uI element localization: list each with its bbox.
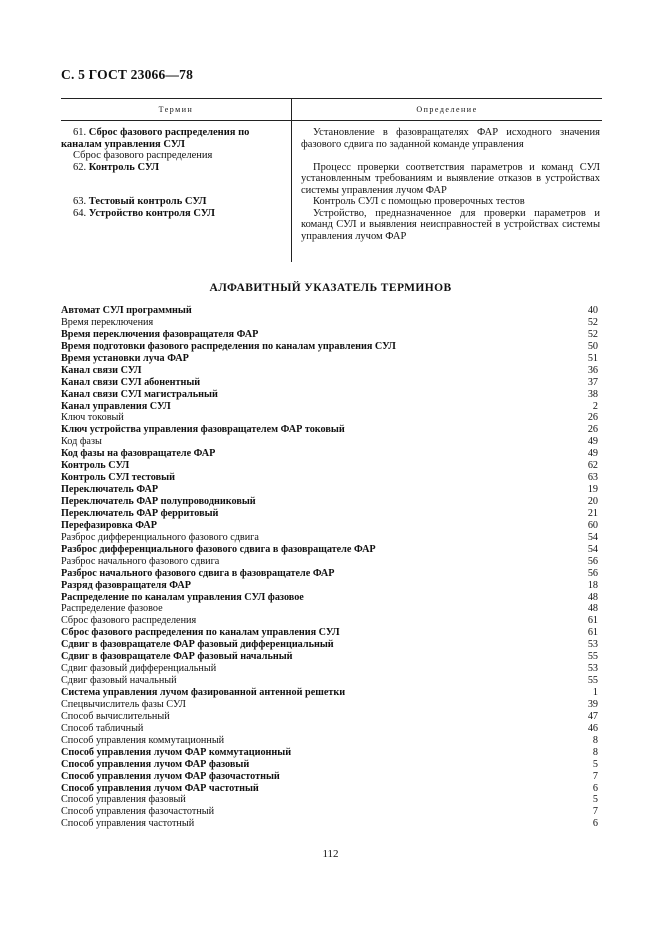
term-62-text: Контроль СУЛ [88,161,160,173]
index-entry [61,412,598,424]
index-entry-term: Способ управления коммутационный [61,734,225,746]
index-entry [61,305,598,317]
column-header-term: Термин [61,99,292,120]
index-entry-page: 5 [592,758,598,770]
index-entry-page: 19 [587,484,598,496]
index-entry-page: 51 [587,352,598,364]
page-header: С. 5 ГОСТ 23066—78 [61,67,194,82]
index-entry-page: 63 [587,472,598,484]
index-entry-page: 6 [592,782,598,794]
index-entry [61,723,598,735]
index-entry-page: 8 [592,734,598,746]
index-entry [61,651,598,663]
term-61-number: 61. [73,127,87,138]
index-entry-term: Сдвиг в фазовращателе ФАР фазовый дифференциальный [61,639,334,651]
index-entry-page: 49 [587,448,598,460]
index-entry-page: 37 [587,376,598,388]
index-entry [61,592,598,604]
definition-61: Установление в фазовращателях ФАР исходного значения фазового сдвига по заданной команде управления [301,127,600,150]
column-divider [291,121,292,262]
index-entry-term: Сдвиг фазовый начальный [61,675,177,687]
index-entry-page: 55 [587,675,598,687]
index-entry [61,341,598,353]
index-entry [61,353,598,365]
index-entry-term: Способ вычислительный [61,710,170,722]
index-entry-page: 48 [587,603,598,615]
page-number: 112 [322,848,339,860]
term-61-synonym: Сброс фазового распределения [73,150,213,161]
index-entry-page: 46 [587,722,598,734]
index-entry-page: 6 [592,818,598,830]
index-entry-term: Канал связи СУЛ [61,364,142,376]
index-entry-page: 26 [587,424,598,436]
index-entry-term: Разброс дифференциального фазового сдвига в фазовращателе ФАР [61,543,376,555]
index-entry-term: Спецвычислитель фазы СУЛ [61,698,186,710]
index-entry [61,675,598,687]
index-entry-term: Контроль СУЛ [61,460,130,472]
index-entry-term: Переключатель ФАР ферритовый [61,507,219,519]
index-entry-page: 7 [592,770,598,782]
table-header [61,99,602,121]
index-entry-page: 53 [587,639,598,651]
column-header-definition: Определение [416,105,478,114]
index-entry-term: Канал управления СУЛ [61,400,171,412]
term-64-number: 64. [73,207,87,219]
index-entry-page: 26 [587,412,598,424]
index-entry-term: Разброс начального фазового сдвига [61,555,220,567]
index-entry-page: 2 [592,400,598,412]
index-entry [61,639,598,651]
index-entry-page: 49 [587,436,598,448]
index-entry [61,460,598,472]
index-entry-page: 18 [587,579,598,591]
index-entry-term: Код фазы [61,436,102,448]
index-entry-term: Переключатель ФАР [61,484,159,496]
index-entry-term: Способ управления лучом ФАР частотный [61,782,259,794]
index-entry-term: Способ управления лучом ФАР фазочастотный [61,770,280,782]
index-entry-page: 7 [592,806,598,818]
index-entry-term: Ключ устройства управления фазовращателем ФАР токовый [61,424,345,436]
index-entry-term: Перефазировка ФАР [61,519,157,531]
index-entry-page: 55 [587,651,598,663]
index-entry [61,520,598,532]
index-entry [61,317,598,329]
term-62 [61,162,287,174]
index-entry-term: Разброс начального фазового сдвига в фазовращателе ФАР [61,567,335,579]
index-entry-term: Время установки луча ФАР [61,352,189,364]
index-entry-term: Распределение по каналам управления СУЛ фазовое [61,591,304,603]
term-63-number: 63. [73,196,87,207]
index-entry [61,401,598,413]
term-63-text: Тестовый контроль СУЛ [88,196,207,207]
index-entry-term: Ключ токовый [61,412,124,424]
alphabetical-index [61,305,598,830]
index-entry-page: 8 [592,746,598,758]
index-entry-term: Код фазы на фазовращателе ФАР [61,448,216,460]
index-entry-page: 54 [587,531,598,543]
definition-63: Контроль СУЛ с помощью проверочных тестов [313,196,525,207]
index-entry-page: 54 [587,543,598,555]
index-entry-term: Время переключения фазовращателя ФАР [61,328,259,340]
index-entry [61,627,598,639]
index-entry-term: Время переключения [61,316,154,328]
index-entry [61,436,598,448]
index-entry [61,496,598,508]
term-61 [61,127,287,150]
index-entry-term: Система управления лучом фазированной антенной решетки [61,687,346,698]
index-entry [61,484,598,496]
index-entry [61,448,598,460]
index-entry-page: 39 [587,698,598,710]
index-entry [61,424,598,436]
index-title: АЛФАВИТНЫЙ УКАЗАТЕЛЬ ТЕРМИНОВ [209,282,452,294]
index-entry-page: 60 [587,519,598,531]
index-entry-page: 20 [587,496,598,507]
index-entry [61,603,598,615]
index-entry [61,389,598,401]
term-64-text: Устройство контроля СУЛ [88,207,215,219]
index-entry-term: Способ табличный [61,722,144,734]
index-entry-page: 48 [587,591,598,603]
index-entry-term: Разброс дифференциального фазового сдвига [61,531,259,543]
index-entry-term: Переключатель ФАР полупроводниковый [61,496,256,507]
index-entry-term: Способ управления частотный [61,818,195,830]
index-entry-page: 21 [587,507,598,519]
index-entry [61,580,598,592]
index-entry [61,663,598,675]
index-entry [61,556,598,568]
index-entry [61,508,598,520]
index-entry-term: Разряд фазовращателя ФАР [61,579,191,591]
index-entry-term: Сброс фазового распределения по каналам управления СУЛ [61,627,340,639]
table-body [61,121,602,262]
index-entry-term: Канал связи СУЛ абонентный [61,376,201,388]
index-entry-term: Распределение фазовое [61,603,163,615]
index-entry-term: Время подготовки фазового распределения по каналам управления СУЛ [61,340,396,352]
index-entry [61,699,598,711]
index-entry-page: 52 [587,316,598,328]
term-62-number: 62. [73,161,87,173]
index-entry-page: 36 [587,364,598,376]
index-entry-term: Контроль СУЛ тестовый [61,472,175,484]
definition-62: Процесс проверки соответствия параметров и команд СУЛ установленным требованиям и выявление отказов в устройствах системы управления лучом ФАР [301,161,600,196]
index-entry [61,544,598,556]
index-entry [61,771,598,783]
index-entry-page: 62 [587,460,598,472]
index-entry-term: Способ управления лучом ФАР фазовый [61,758,250,770]
index-entry-term: Способ управления фазовый [61,794,186,806]
index-entry [61,472,598,484]
index-entry-term: Способ управления лучом ФАР коммутационный [61,746,292,758]
index-entry-page: 5 [592,794,598,806]
index-entry-page: 61 [587,627,598,639]
index-entry-page: 53 [587,663,598,675]
index-entry-term: Автомат СУЛ программный [61,305,192,316]
index-entry [61,532,598,544]
index-entry-page: 47 [587,710,598,722]
index-entry-term: Способ управления фазочастотный [61,806,215,818]
term-63 [61,196,287,208]
index-entry [61,329,598,341]
index-entry-page: 50 [587,340,598,352]
index-entry [61,377,598,389]
index-entry-page: 40 [587,305,598,316]
index-entry [61,735,598,747]
index-entry-page: 52 [587,328,598,340]
index-entry [61,711,598,723]
index-entry-page: 61 [587,615,598,627]
index-entry [61,687,598,699]
index-entry-page: 56 [587,567,598,579]
index-entry [61,365,598,377]
definition-64: Устройство, предназначенное для проверки параметров и команд СУЛ и выявления неисправностей в устройствах системы управления лучом ФАР [301,207,600,242]
index-entry [61,806,598,818]
index-entry [61,818,598,830]
index-entry-page: 38 [587,388,598,400]
index-entry-term: Сброс фазового распределения [61,615,197,627]
index-entry [61,794,598,806]
index-entry [61,615,598,627]
index-entry-page: 56 [587,555,598,567]
index-entry-page: 1 [592,687,598,698]
index-entry [61,568,598,580]
index-entry-term: Сдвиг фазовый дифференциальный [61,663,217,675]
terms-table [61,98,602,262]
index-entry [61,783,598,795]
term-61-text: Сброс фазового распределения по каналам управления СУЛ [61,127,250,150]
term-64 [61,208,287,220]
index-entry [61,747,598,759]
index-entry-term: Сдвиг в фазовращателе ФАР фазовый начальный [61,651,293,663]
index-entry [61,759,598,771]
index-entry-term: Канал связи СУЛ магистральный [61,388,218,400]
